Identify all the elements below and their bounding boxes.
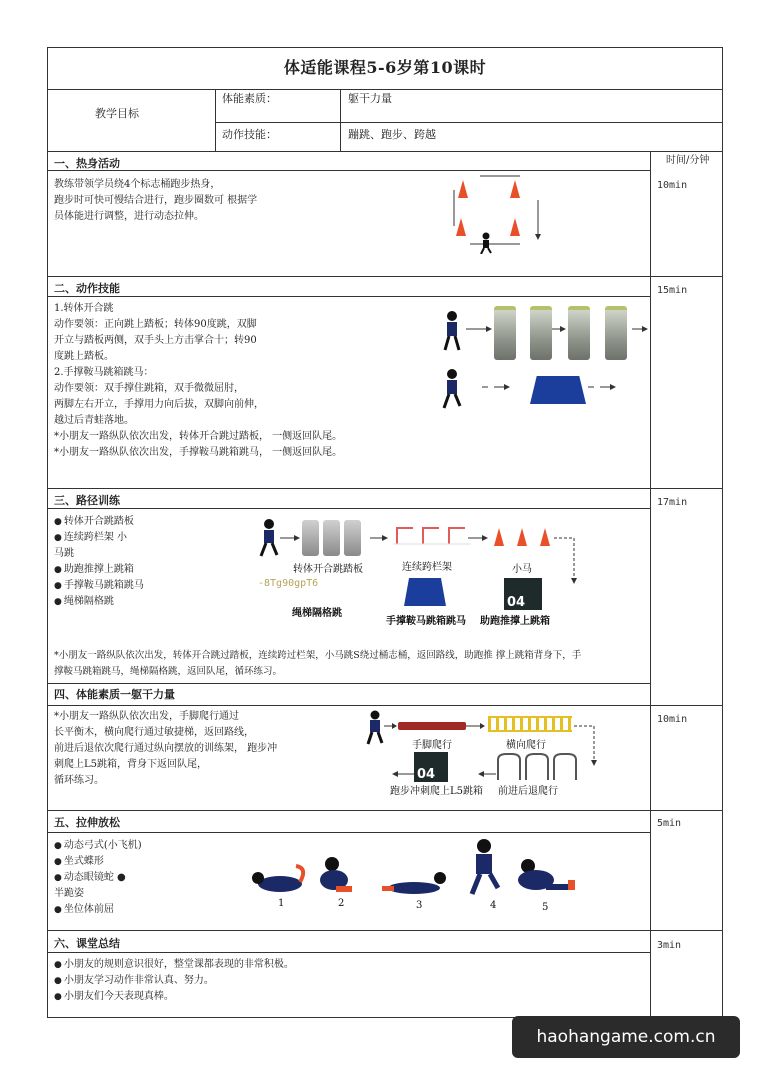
half-kneel-child-icon — [464, 838, 504, 898]
step-pad-icon — [302, 520, 319, 556]
caption-hurdles: 连续跨栏架 — [402, 562, 452, 573]
list-item: ● 坐式蝶形 — [54, 854, 244, 870]
caption-code: -8Tg90gpT6 — [258, 578, 319, 589]
goal-label: 教学目标 — [95, 107, 139, 120]
section-time-path: 17min — [657, 497, 688, 508]
list-item: ● 小朋友的规则意识很好，整堂课都表现的非常积极。 — [54, 957, 644, 973]
plyo-box-icon — [504, 578, 542, 610]
summary-bullets — [54, 957, 644, 1005]
skill-value: 蹦跳、跑步、跨越 — [348, 128, 436, 141]
cone-icon — [456, 218, 466, 236]
step-pad-icon — [605, 306, 627, 360]
section-time-summary: 3min — [657, 940, 682, 951]
list-item: ● 手撑鞍马跳箱跳马 — [54, 578, 244, 594]
core-text: *小朋友一路纵队依次出发，手脚爬行通过 长平衡木，横向爬行通过敏捷梯，返回路线， 前进后退依次爬行通过纵向摆放的训练架， 跑步冲 刺爬上L5跳箱，背身下返回队尾， 循环练习。 — [54, 711, 278, 786]
list-item: ● 坐位体前屈 — [54, 902, 244, 918]
cone-icon — [510, 218, 520, 236]
step-pad-icon — [530, 306, 552, 360]
section-title-warmup: 一、热身活动 — [54, 157, 120, 170]
skills-text: 1.转体开合跳 动作要领：正向跳上踏板；转体90度跳，双脚 开立与踏板两侧，双手头上方击掌合十；转90 度跳上踏板。 2.手撑鞍马跳箱跳马： 动作要领：双手撑住跳箱，双手微微屈肘， 两脚左右开立，手撑用力向后拔，双脚向前伸， 越过后青蛙落地。 *小朋友一路纵队依次出发，转体开合跳过踏板， 一侧返回队尾。 *小朋友一路纵队依次出发，手撑鞍马跳箱跳马， 一侧返回队尾。 — [54, 303, 343, 458]
plyo-box-icon — [414, 752, 448, 782]
list-item: ● 动态弓式(小飞机) — [54, 838, 244, 854]
caption-box: 助跑推撑上跳箱 — [480, 616, 550, 627]
cone-icon — [458, 180, 468, 198]
skill-label: 动作技能： — [222, 128, 277, 141]
list-item: ● 助跑推撑上跳箱 — [54, 562, 244, 578]
stretch-number: 4 — [490, 900, 497, 911]
caption-vault: 手撑鞍马跳箱跳马 — [386, 616, 466, 627]
list-item: ● 转体开合跳踏板 — [54, 514, 244, 530]
section-time-skills: 15min — [657, 285, 688, 296]
runner-icon — [478, 232, 494, 254]
step-pad-icon — [323, 520, 340, 556]
list-item: ● 小朋友学习动作非常认真、努力。 — [54, 973, 644, 989]
caption-cones: 小马 — [512, 564, 532, 575]
time-column-header: 时间/分钟 — [666, 155, 710, 166]
butterfly-sit-child-icon — [316, 856, 356, 898]
section-time-core: 10min — [657, 714, 688, 725]
section-time-stretch: 5min — [657, 818, 682, 829]
cobra-pose-child-icon — [380, 868, 450, 896]
vaulting-box-icon — [530, 376, 586, 404]
vaulting-box-icon — [404, 578, 446, 606]
cone-icon — [540, 528, 550, 546]
box-number: 04 — [417, 767, 436, 782]
section-time-warmup: 10min — [657, 180, 688, 191]
list-item: ● 连续跨栏架 小 马跳 — [54, 530, 244, 562]
step-pad-icon — [494, 306, 516, 360]
section-title-skills: 二、动作技能 — [54, 282, 120, 295]
stretch-number: 3 — [416, 900, 423, 911]
cone-icon — [510, 180, 520, 198]
cone-icon — [494, 528, 504, 546]
stretch-bullets — [54, 838, 244, 918]
watermark-badge: haohangame.com.cn — [512, 1016, 740, 1058]
list-item: ● 动态眼镜蛇 ● 半跪姿 — [54, 870, 244, 902]
box-number: 04 — [507, 595, 526, 610]
warmup-loop-arrows — [440, 170, 550, 260]
path-note: *小朋友一路纵队依次出发，转体开合跳过踏板，连续跨过栏架，小马跳S绕过桶志桶，返回路线，助跑推 撑上跳箱背身下，手 撑鞍马跳箱跳马，绳梯隔格跳，返回队尾，循环练习。 — [54, 650, 582, 677]
caption-pads: 转体开合跳踏板 — [293, 564, 363, 575]
warmup-text: 教练带领学员绕4个标志桶跑步热身， 跑步时可快可慢结合进行，跑步圈数可 根据学 员体能进行调整，进行动态拉伸。 — [54, 179, 258, 222]
balance-beam-icon — [398, 722, 466, 730]
stretch-number: 2 — [338, 898, 345, 909]
step-pad-icon — [344, 520, 361, 556]
caption-crawl: 手脚爬行 — [412, 740, 452, 751]
section-title-stretch: 五、拉伸放松 — [54, 816, 120, 829]
physical-value: 躯干力量 — [348, 92, 392, 105]
caption-ladder: 绳梯隔格跳 — [292, 608, 342, 619]
stretch-number: 1 — [278, 898, 285, 909]
hurdle-icons — [393, 522, 471, 548]
section-title-core: 四、体能素质一躯干力量 — [54, 688, 175, 701]
list-item: ● 小朋友们今天表现真棒。 — [54, 989, 644, 1005]
section-title-path: 三、路径训练 — [54, 494, 120, 507]
caption-lateral: 横向爬行 — [506, 740, 546, 751]
training-frame-icons — [494, 752, 580, 780]
cone-icon — [517, 528, 527, 546]
caption-backforth: 前进后退爬行 — [498, 786, 558, 797]
bow-pose-child-icon — [250, 862, 310, 896]
agility-ladder-icon — [488, 716, 572, 732]
running-child-icon — [440, 368, 464, 410]
list-item: ● 绳梯隔格跳 — [54, 594, 244, 610]
page-title: 体适能课程5-6岁第10课时 — [283, 58, 487, 77]
path-bullets — [54, 514, 244, 610]
jumping-child-icon — [440, 310, 464, 352]
step-pad-icon — [568, 306, 590, 360]
seated-forward-bend-child-icon — [510, 856, 576, 896]
stretch-number: 5 — [542, 902, 549, 913]
physical-label: 体能素质： — [222, 92, 277, 105]
caption-sprint: 跑步冲刺爬上L5跳箱 — [390, 786, 484, 797]
running-child-icon — [364, 710, 386, 746]
section-title-summary: 六、课堂总结 — [54, 937, 120, 950]
